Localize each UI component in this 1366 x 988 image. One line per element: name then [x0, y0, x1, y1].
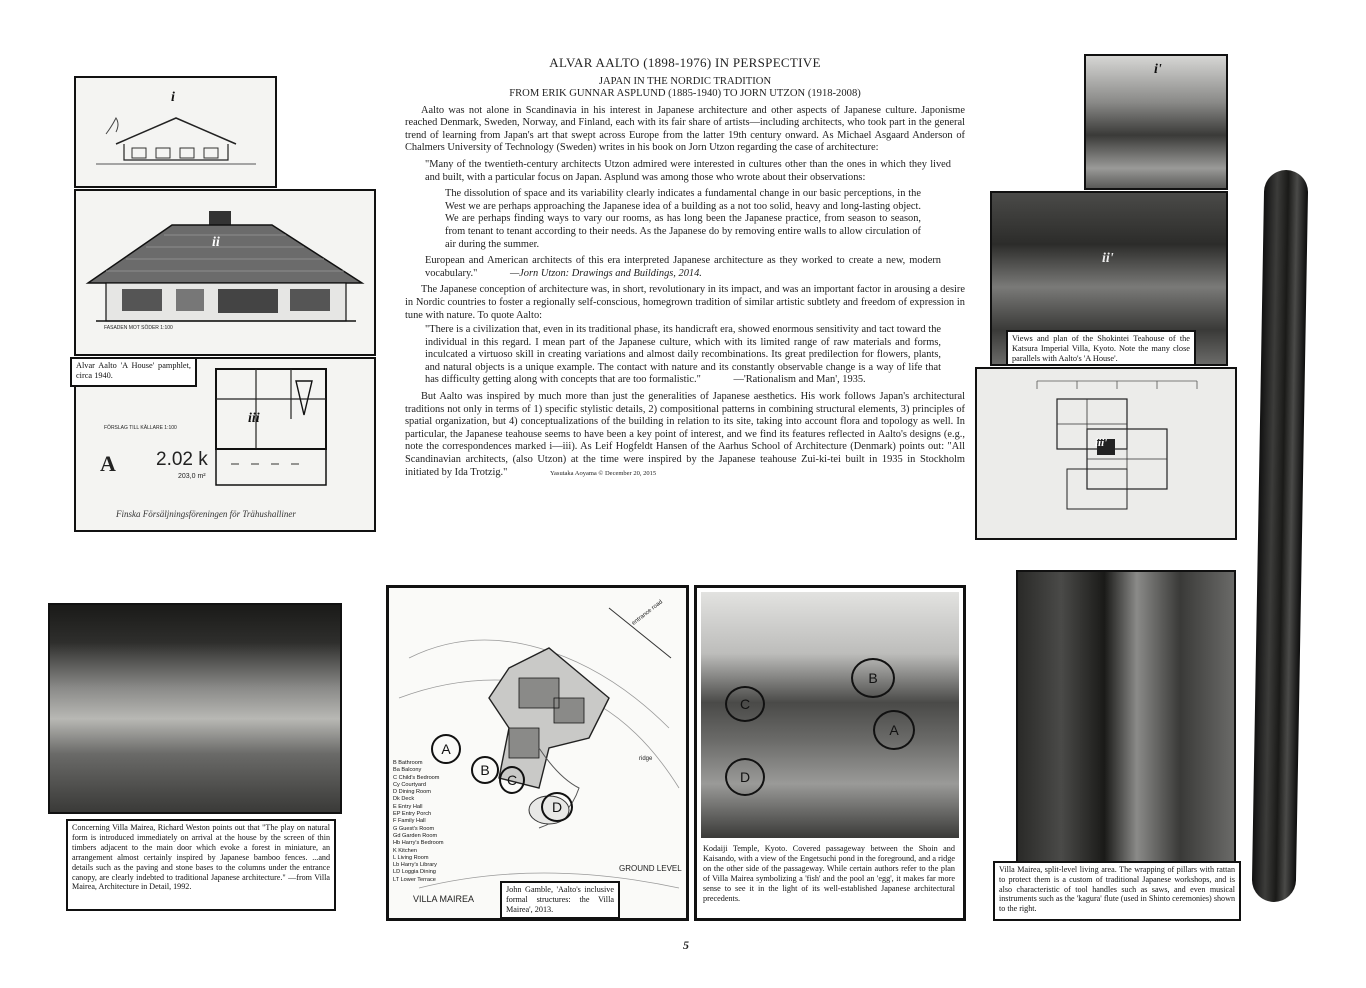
legend-item: Cy Courtyard — [393, 781, 426, 788]
mark-i-prime: i' — [1154, 62, 1162, 77]
plan-caption-text: John Gamble, 'Aalto's inclusive formal structures: the Villa Mairea', 2013. — [506, 885, 614, 914]
area-value: 203,0 m² — [178, 473, 206, 480]
page-number: 5 — [683, 938, 689, 952]
legend-item: Ba Balcony — [393, 767, 422, 774]
article-body — [405, 55, 965, 482]
entrance-canopy-photo — [48, 603, 342, 814]
article-subtitle-1: JAPAN IN THE NORDIC TRADITION — [598, 75, 772, 87]
teahouse-photo-i — [1084, 54, 1228, 190]
teahouse-plan-drawing — [977, 369, 1235, 538]
plan-legend — [393, 760, 444, 884]
shokintei-caption-text: Views and plan of the Shokintei Teahouse of the Katsura Imperial Villa, Kyoto. Note the many close parallels with Aalto's 'A House'. — [1012, 334, 1190, 364]
elevation-label: FASADEN MOT SÖDER 1:100 — [104, 325, 173, 331]
quote-aalto-text: "There is a civilization that, even in its traditional phase, its handicraft era, showed enormous sensitivity and tact toward the individual in this regard. I mean part of the Japanese culture, which with its limited range of raw materials and forms, inculcated a virtuoso skill in creating variations and almost daily recombinations. Its great predilection for flowers, plants, and natural objects is a unique example. The contact with nature and its constantly observable change is a way of life that has difficulty getting along with concepts that are too formalistic." — [425, 324, 941, 386]
plan-road-label: entrance road — [631, 599, 664, 627]
plan-marker-a — [431, 734, 461, 764]
living-area-photo — [1016, 570, 1236, 864]
legend-item: LT Lower Terrace — [393, 876, 436, 883]
shokintei-caption — [1006, 330, 1196, 366]
plan-marker-d — [541, 792, 573, 822]
area-code: 2.02 k — [156, 449, 208, 470]
paragraph-3 — [405, 391, 965, 480]
plan-marker-a-label: A — [441, 741, 451, 757]
quote-utzon-attribution: —Jorn Utzon: Drawings and Buildings, 2014. — [509, 267, 702, 279]
type-code: A — [100, 451, 116, 476]
plan-marker-c-label: C — [506, 772, 518, 788]
legend-item: C Child's Bedroom — [393, 774, 440, 781]
a-house-caption — [70, 357, 197, 387]
quote-utzon-intro: "Many of the twentieth-century architects Utzon admired were interested in cultures other than the ones in which they lived and built, with a particular focus on Japan. Asplund was among those who wrote about their observations: — [425, 158, 951, 183]
legend-item: Hb Harry's Bedroom — [393, 840, 444, 847]
kodaiji-marker-d — [725, 758, 765, 796]
plan-title: VILLA MAIREA — [413, 894, 475, 904]
kodaiji-panel — [694, 585, 966, 921]
plan-marker-b-label: B — [480, 762, 490, 778]
living-area-caption — [993, 861, 1241, 921]
kodaiji-marker-a — [873, 710, 915, 750]
legend-item: F Family Hall — [393, 818, 426, 825]
signature: Finska Försäljningsföreningen för Trähushalliner — [116, 509, 296, 519]
living-area-caption-text: Villa Mairea, split-level living area. The wrapping of pillars with rattan to protect them is a custom of traditional Japanese workshops, and is also characteristic of tool handles such as saws, and even musical instruments such as the 'kagura' flute (used in Shinto ceremonies) shown to the right. — [999, 865, 1235, 914]
kagura-flute-image — [1252, 170, 1309, 903]
plan-label: FÖRSLAG TILL KÄLLARE 1:100 — [104, 425, 177, 431]
entrance-caption — [66, 819, 336, 911]
kodaiji-marker-c-label: C — [739, 696, 751, 712]
entrance-caption-text: Concerning Villa Mairea, Richard Weston points out that "The play on natural form is introduced immediately on arrival at the house by the screen of thin timbers adjacent to the main door which evoke a forest in miniature, an arrangement almost certainly inspired by Japanese bamboo fences. ...and details such as the paving and stone bases to the columns under the entrance canopy, are clearly indebted to traditional Japanese architecture." —from Villa Mairea, Architecture in Detail, 1992. — [72, 823, 330, 892]
kodaiji-caption-text: Kodaiji Temple, Kyoto. Covered passageway between the Shoin and Kaisando, with a view of the Engetsuchi pond in the foreground, and a ridge on the other side of the passageway. While certain authors refer to the plan of Villa Mairea symbolizing a 'fish' and the pool an 'egg', it makes far more sense to see it in the light of its well-established Japanese architectural precedents. — [703, 844, 955, 904]
article-title: ALVAR AALTO (1898-1976) IN PERSPECTIVE — [549, 55, 821, 70]
paragraph-2: The Japanese conception of architecture was, in short, revolutionary in its impact, and was an important factor in arousing a desire in Nordic countries to foster a regionally self-conscious, homegrown tradition of similar artistic subtlety and freedom of expression in tune with nature. To quote Aalto: — [405, 284, 965, 321]
legend-item: E Entry Hall — [393, 803, 423, 810]
quote-aalto-attribution: —'Rationalism and Man', 1935. — [733, 374, 866, 386]
house-sketch-drawing — [76, 78, 275, 186]
legend-item: D Dining Room — [393, 789, 431, 796]
mark-i: i — [171, 90, 175, 105]
legend-item: Gd Garden Room — [393, 832, 438, 839]
sketch-house-i — [74, 76, 277, 188]
kodaiji-marker-b — [851, 658, 895, 698]
quote-aalto — [425, 324, 941, 387]
kodaiji-marker-a-label: A — [889, 722, 899, 738]
villa-mairea-plan — [386, 585, 689, 921]
legend-item: B Bathroom — [393, 760, 423, 766]
quote-utzon-close — [425, 255, 941, 280]
a-house-caption-text: Alvar Aalto 'A House' pamphlet, circa 1940. — [76, 361, 191, 381]
teahouse-plan-iii — [975, 367, 1237, 540]
quote-asplund: The dissolution of space and its variability clearly indicates a fundamental change in our basic perceptions, in the West we are perhaps approaching the Japanese idea of a building as a not too solid, heavy and long-lasting object. We are perhaps finding ways to vary our rooms, as has long been the Japanese practice, from season to season, from tenant to tenant according to their needs. As the Japanese do by removing entire walls to allow circulation of air during the summer. — [445, 188, 921, 250]
mark-iii-prime: iii' — [1095, 437, 1108, 449]
elevation-drawing-ii — [74, 189, 376, 356]
legend-item: Lb Harry's Library — [393, 862, 437, 869]
plan-subtitle: GROUND LEVEL — [619, 864, 682, 873]
plan-caption — [500, 881, 620, 919]
quote-utzon-close-text: European and American architects of this era interpreted Japanese architecture as they worked to create a new, modern vocabulary." — [425, 255, 941, 279]
kodaiji-marker-c — [725, 686, 765, 722]
article-subtitle-2: FROM ERIK GUNNAR ASPLUND (1885-1940) TO JORN UTZON (1918-2008) — [509, 87, 861, 99]
legend-item: L Living Room — [393, 854, 429, 861]
author-credit: Yasutaka Aoyama © December 20, 2015 — [549, 469, 657, 477]
paragraph-1: Aalto was not alone in Scandinavia in his interest in Japanese architecture and other aspects of Japanese culture. Japonisme reached Denmark, Sweden, Norway, and Finland, each with its fair share of artists—including architects, who took part in the general trend of learning from Japan's art that swept across Europe from the latter 19th century onward. As Michael Asgaard Anderson of Chalmers University of Technology (Sweden) writes in his book on Jorn Utzon regarding the case of architecture: — [405, 104, 965, 154]
kodaiji-marker-d-label: D — [739, 769, 751, 785]
kodaiji-caption — [703, 844, 955, 905]
mark-iii: iii — [248, 411, 260, 426]
legend-item: LD Loggia Dining — [393, 869, 436, 876]
legend-item: G Guest's Room — [393, 825, 435, 832]
mark-ii-prime: ii' — [1102, 251, 1114, 266]
plan-marker-c — [499, 766, 525, 794]
legend-item: Dk Deck — [393, 796, 415, 803]
kodaiji-marker-b-label: B — [868, 670, 878, 686]
plan-marker-d-label: D — [551, 799, 563, 815]
paragraph-3-text: But Aalto was inspired by much more than just the generalities of Japanese aesthetics. His work follows Japan's architectural traditions not only in terms of 1) specific stylistic details, 2) compositional patterns in combining structural elements, 3) principles of spatial organization, but 4) conceptualizations of the building in relation to its site, taking into account flora and topology as well. In particular, the Japanese teahouse seems to have been a key point of interest, and we find its features reflected in Aalto's designs (e.g., note the correspondences marked i—iii). As Leif Hogfeldt Hansen of the Aarhus School of Architecture (Denmark) points out: "All Scandinavian architects, (also Utzon) at the time were inspired by the Japanese teahouse Zui-ki-tei built in 1935 in Stockholm initiated by Ida Trotzig." — [405, 391, 965, 478]
plan-marker-b — [471, 756, 499, 784]
plan-ridge-label: ridge — [639, 756, 653, 762]
mark-ii: ii — [212, 235, 220, 250]
legend-item: K Kitchen — [393, 847, 417, 854]
legend-item: EP Entry Porch — [393, 811, 432, 818]
